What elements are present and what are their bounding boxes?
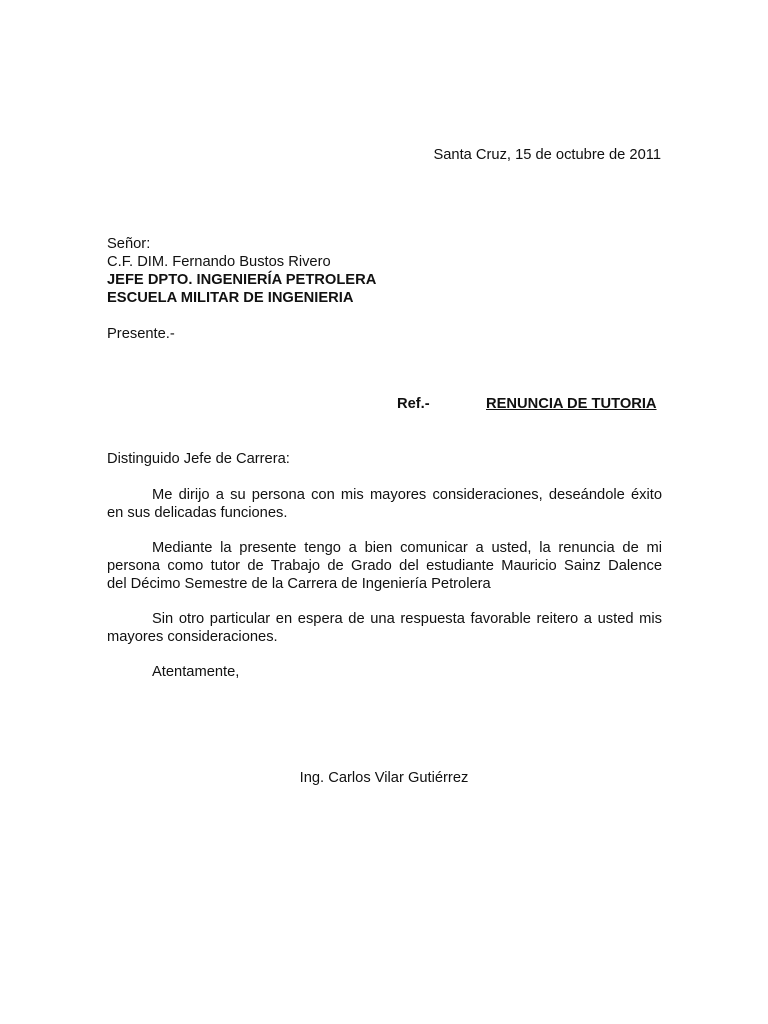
paragraph-1-line-1: Me dirijo a su persona con mis mayores consideraciones, deseándole éxito [152,487,662,503]
paragraph-2-line-1: Mediante la presente tengo a bien comunicar a usted, la renuncia de mi [152,540,662,556]
reference-subject: RENUNCIA DE TUTORIA [486,396,657,412]
paragraph-3-line-1: Sin otro particular en espera de una respuesta favorable reitero a usted mis [152,611,662,627]
recipient-salutation-title: Señor: [107,236,151,252]
paragraph-1-line-2: en sus delicadas funciones. [107,505,288,521]
recipient-institution: ESCUELA MILITAR DE INGENIERIA [107,290,354,306]
recipient-name: C.F. DIM. Fernando Bustos Rivero [107,254,331,270]
paragraph-2-line-2: persona como tutor de Trabajo de Grado del estudiante Mauricio Sainz Dalence [107,558,662,574]
reference-label: Ref.- [397,396,430,412]
paragraph-3 [107,610,662,646]
paragraph-1 [107,486,662,522]
paragraph-2 [107,539,662,593]
recipient-position: JEFE DPTO. INGENIERÍA PETROLERA [107,272,377,288]
closing: Atentamente, [152,664,240,680]
paragraph-2-line-3: del Décimo Semestre de la Carrera de Ingeniería Petrolera [107,576,491,592]
signature-name: Ing. Carlos Vilar Gutiérrez [299,770,469,786]
paragraph-3-line-2: mayores consideraciones. [107,629,278,645]
letter-date: Santa Cruz, 15 de octubre de 2011 [433,147,661,163]
greeting: Distinguido Jefe de Carrera: [107,451,290,467]
presente-line: Presente.- [107,326,175,342]
